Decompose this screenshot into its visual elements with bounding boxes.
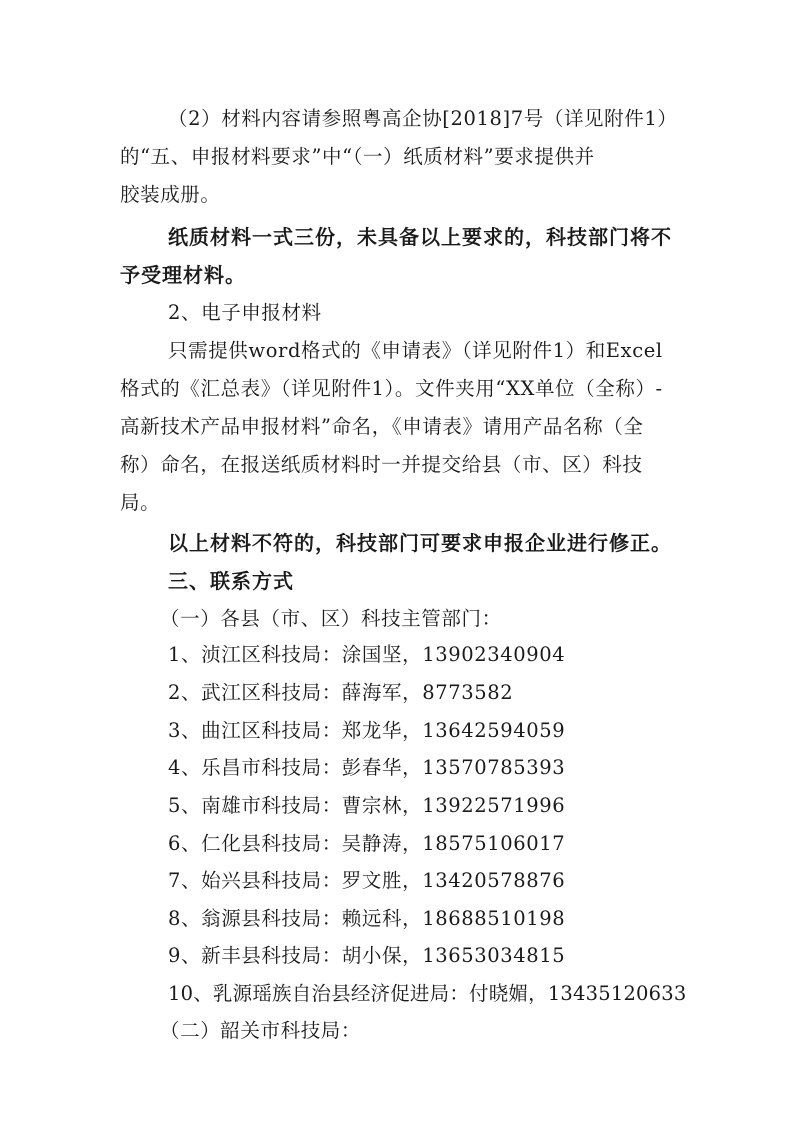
bold-correction-notice: 以上材料不符的，科技部门可要求申报企业进行修正。 (168, 531, 672, 555)
contact-item-9: 9、新丰县科技局：胡小保，13653034815 (168, 944, 566, 967)
bold-notice-line-2: 予受理材料。 (120, 263, 246, 287)
item-electronic-materials: 2、电子申报材料 (168, 301, 322, 324)
contact-item-7: 7、始兴县科技局：罗文胜，13420578876 (168, 869, 566, 892)
paragraph-materials-line-1: （2）材料内容请参照粤高企协[2018]7号（详见附件1） (168, 107, 678, 130)
paragraph-electronic-line-2: 格式的《汇总表》（详见附件1）。文件夹用“XX单位（全称）- (120, 377, 663, 400)
contact-item-1: 1、浈江区科技局：涂国坚，13902340904 (168, 643, 566, 666)
paragraph-electronic-line-3: 高新技术产品申报材料”命名，《申请表》请用产品名称（全 (120, 415, 644, 438)
paragraph-materials-line-3: 胶装成册。 (120, 183, 221, 206)
contact-item-8: 8、翁源县科技局：赖远科，18688510198 (168, 907, 566, 930)
contact-item-6: 6、仁化县科技局：吴静涛，18575106017 (168, 832, 566, 855)
contact-item-2: 2、武江区科技局：薛海军，8773582 (168, 681, 514, 704)
contact-item-3: 3、曲江区科技局：郑龙华，13642594059 (168, 719, 566, 742)
paragraph-electronic-line-4: 称）命名，在报送纸质材料时一并提交给县（市、区）科技 (120, 453, 643, 476)
subheading-city-bureau: （二）韶关市科技局： (160, 1019, 362, 1042)
paragraph-electronic-line-1: 只需提供word格式的《申请表》（详见附件1）和Excel (168, 339, 663, 362)
contact-item-4: 4、乐昌市科技局：彭春华，13570785393 (168, 756, 566, 779)
subheading-county-departments: （一）各县（市、区）科技主管部门： (160, 607, 502, 630)
contact-item-5: 5、南雄市科技局：曹宗林，13922571996 (168, 794, 566, 817)
contact-item-10: 10、乳源瑶族自治县经济促进局：付晓媚，13435120633 (168, 982, 687, 1005)
paragraph-electronic-line-5: 局。 (120, 491, 161, 514)
bold-notice-line-1: 纸质材料一式三份，未具备以上要求的，科技部门将不 (168, 225, 672, 249)
paragraph-materials-line-2: 的“五、申报材料要求”中“（一）纸质材料”要求提供并 (120, 145, 595, 168)
section-heading-contacts: 三、联系方式 (168, 569, 294, 593)
